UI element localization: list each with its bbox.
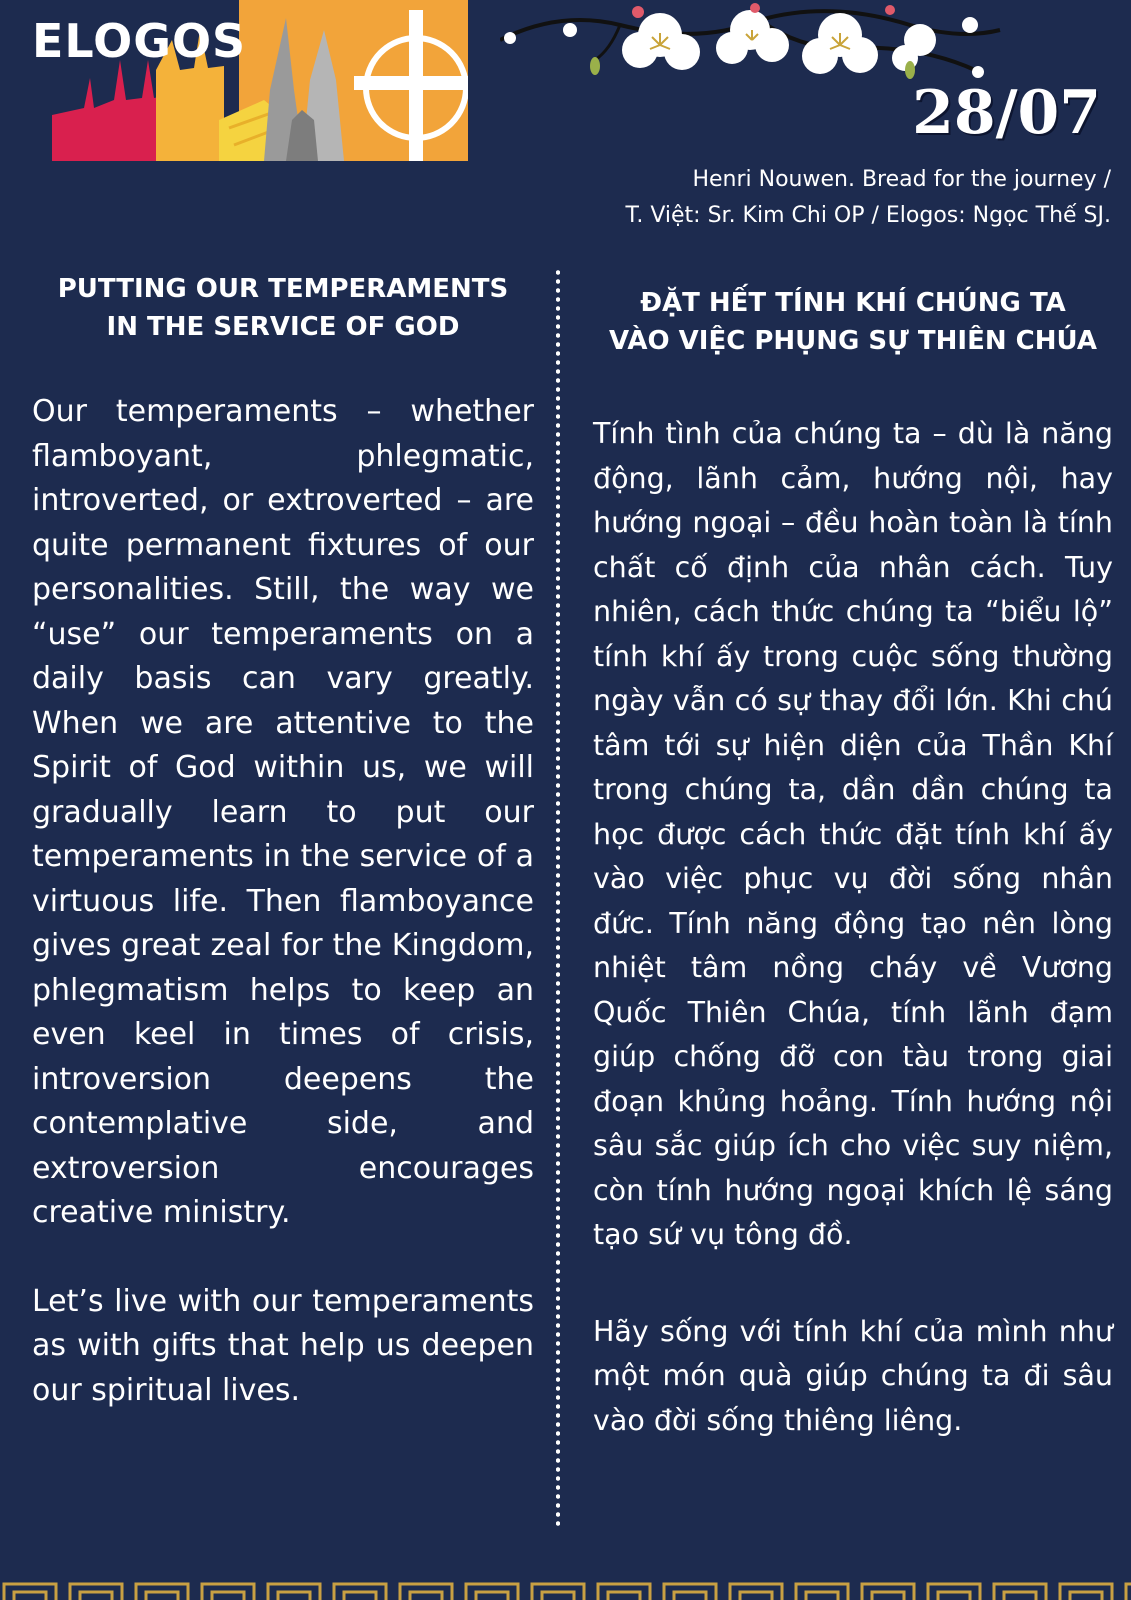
english-column: [32, 270, 534, 1413]
credit: [626, 162, 1111, 234]
vietnamese-title-line-2: VÀO VIỆC PHỤNG SỰ THIÊN CHÚA: [609, 326, 1097, 356]
logo-wordmark: ELOGOS: [32, 14, 247, 68]
english-title: [32, 270, 534, 346]
vietnamese-title: [593, 284, 1113, 360]
vietnamese-title-line-1: ĐẶT HẾT TÍNH KHÍ CHÚNG TA: [640, 288, 1066, 318]
greek-key-border-icon: [0, 1580, 1131, 1600]
english-title-line-2: IN THE SERVICE OF GOD: [106, 312, 460, 342]
credit-line-1: Henri Nouwen. Bread for the journey /: [692, 167, 1111, 192]
english-paragraph-2: Let’s live with our temperaments as with gifts that help us deepen our spiritual lives.: [32, 1283, 534, 1408]
vietnamese-paragraph-1: Tính tình của chúng ta – dù là năng động, lãnh cảm, hướng nội, hay hướng ngoại – đều hoàn toàn là tính chất cố định của nhân cách. Tuy nhiên, cách thức chúng ta “biểu lộ” tính khí ấy trong cuộc sống thường ngày vẫn có sự thay đổi lớn. Khi chú tâm tới sự hiện diện của Thần Khí trong chúng ta, dần dần chúng ta học được cách thức đặt tính khí ấy vào việc phục vụ đời sống nhân đức. Tính năng động tạo nên lòng nhiệt tâm nồng cháy về Vương Quốc Thiên Chúa, tính lãnh đạm giúp chống đỡ con tàu trong giai đoạn khủng hoảng. Tính hướng nội sâu sắc giúp ích cho việc suy niệm, còn tính hướng ngoại khích lệ sáng tạo sứ vụ tông đồ.: [593, 417, 1113, 1251]
credit-line-2: T. Việt: Sr. Kim Chi OP / Elogos: Ngọc Thế SJ.: [625, 203, 1111, 228]
vietnamese-column: [593, 270, 1113, 1443]
english-paragraph-1: Our temperaments – whether flamboyant, phlegmatic, introverted, or extroverted – are quite permanent fixtures of our personalities. Still, the way we “use” our temperaments on a daily basis can vary greatly. When we are attentive to the Spirit of God within us, we will gradually learn to put our temperaments in the service of a virtuous life. Then flamboyance gives great zeal for the Kingdom, phlegmatism helps to keep an even keel in times of crisis, introversion deepens the contemplative side, and extroversion encourages creative ministry.: [32, 394, 534, 1230]
english-title-line-1: PUTTING OUR TEMPERAMENTS: [57, 274, 509, 304]
elogos-logo: [24, 0, 468, 161]
dotted-divider: [556, 268, 560, 1530]
date-label: 28/07: [912, 78, 1101, 148]
vietnamese-paragraph-2: Hãy sống với tính khí của mình như một món quà giúp chúng ta đi sâu vào đời sống thiêng liêng.: [593, 1314, 1113, 1437]
